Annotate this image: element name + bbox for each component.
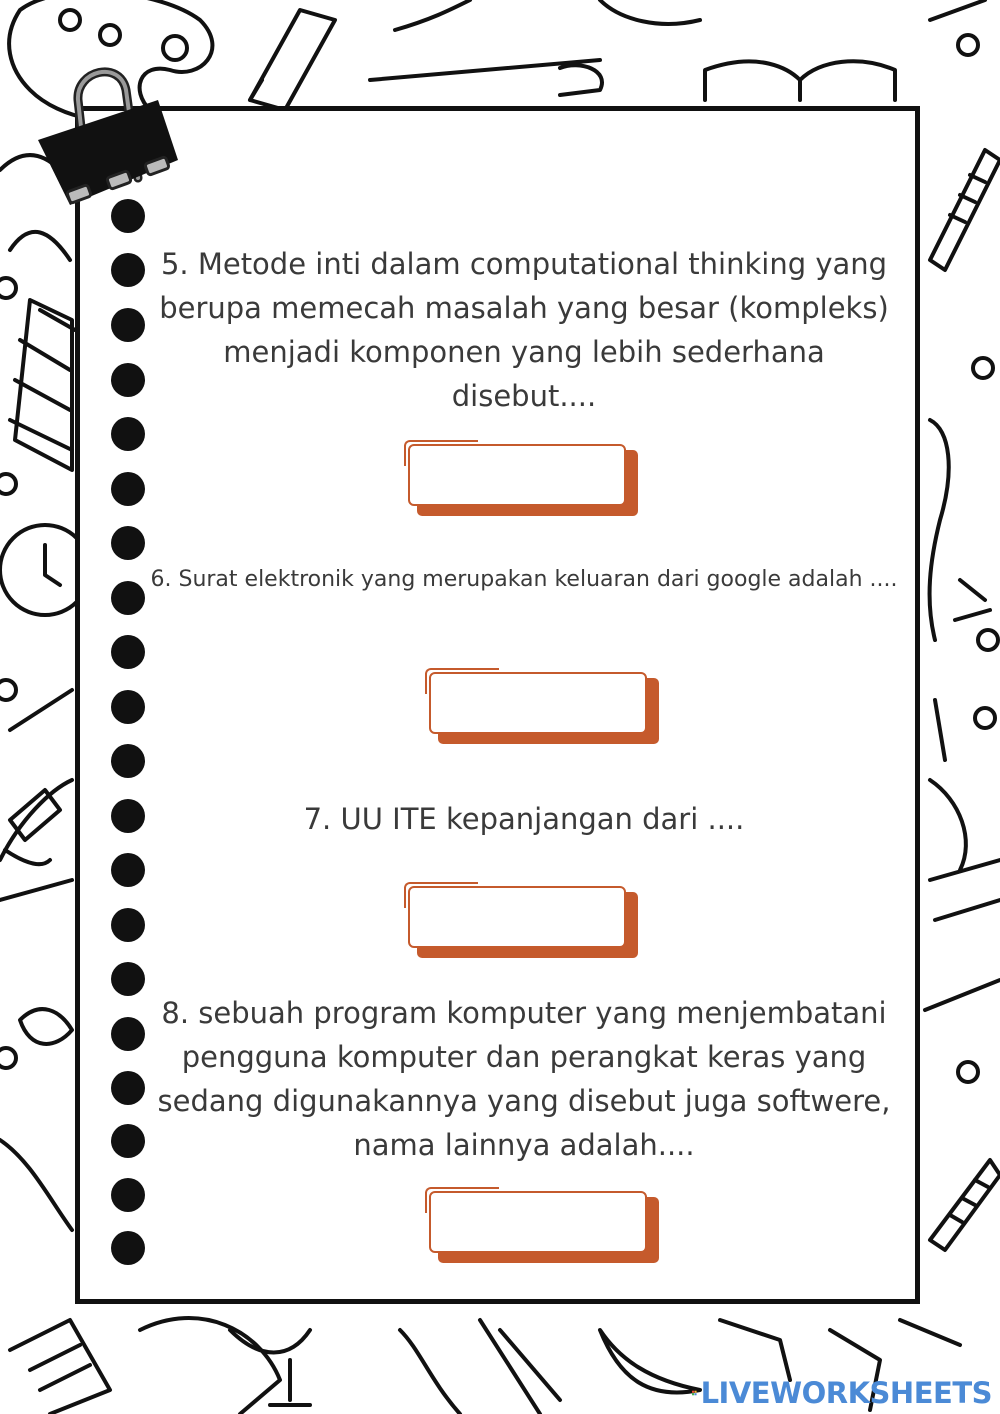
- liveworksheets-watermark: [692, 1376, 992, 1410]
- liveworksheets-logo-icon: [692, 1381, 697, 1405]
- question-6-text: 6. Surat elektronik yang merupakan keluaran dari google adalah ....: [150, 567, 898, 592]
- answer-6-field[interactable]: [425, 668, 661, 748]
- watermark-text: LIVEWORKSHEETS: [700, 1376, 992, 1410]
- paper-clip-icon: [30, 60, 190, 210]
- answer-5-input[interactable]: [410, 446, 624, 504]
- answer-8-field[interactable]: [425, 1187, 661, 1267]
- question-5-text: 5. Metode inti dalam computational thinking yang berupa memecah masalah yang besar (kompleks) menjadi komponen yang lebih sederhana disebut....: [159, 247, 889, 413]
- question-7-text: 7. UU ITE kepanjangan dari ....: [303, 802, 745, 836]
- answer-5-field[interactable]: [404, 440, 640, 520]
- answer-8-input[interactable]: [431, 1193, 645, 1251]
- question-8-text: 8. sebuah program komputer yang menjembatani pengguna komputer dan perangkat keras yang sedang digunakannya yang disebut juga softwere, nama lainnya adalah....: [157, 996, 891, 1162]
- answer-7-field[interactable]: [404, 882, 640, 962]
- answer-7-input[interactable]: [410, 888, 624, 946]
- answer-6-input[interactable]: [431, 674, 645, 732]
